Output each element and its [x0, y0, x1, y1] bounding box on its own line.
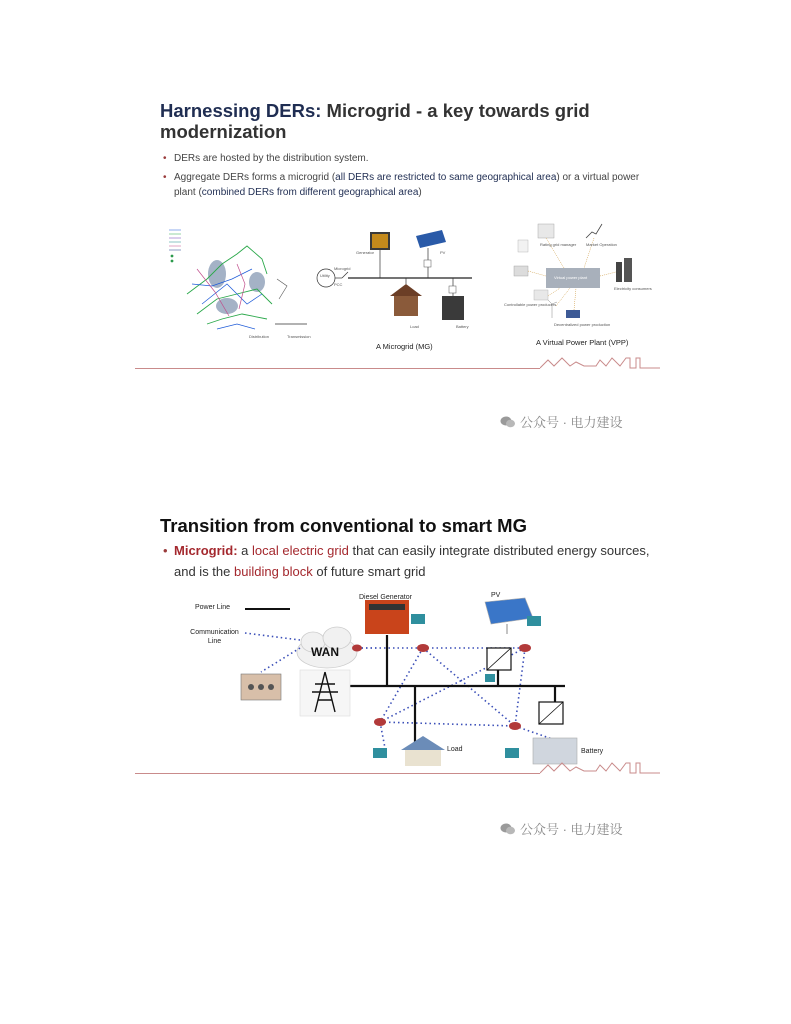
network-map-icon — [167, 224, 307, 344]
slide-2-footer-line — [135, 773, 540, 774]
watermark-1: 公众号 · 电力建设 — [500, 412, 623, 431]
pv-label: PV — [491, 592, 501, 599]
slide-2-bullets — [160, 541, 660, 582]
wechat-icon — [500, 822, 516, 836]
battery-label: Battery — [581, 748, 604, 755]
bullet-microgrid: • Microgrid: a local electric grid that can easily integrate distributed energy sources, and is the building block of future smart grid — [160, 541, 660, 582]
vpp-caption: A Virtual Power Plant (VPP) — [536, 338, 629, 347]
utility-icon — [317, 269, 335, 287]
pv-panel-icon — [485, 598, 533, 624]
wan-label: WAN — [311, 645, 339, 659]
market-chart-icon — [586, 224, 602, 238]
microgrid-figure: Generator PV Utility Microgrid PCC Load Battery A Microgrid (MG) — [312, 226, 492, 354]
slide-2-footer-logo — [540, 759, 660, 782]
diesel-label: Diesel Generator — [359, 594, 412, 601]
battery-icon — [442, 296, 464, 320]
slide-2-title: Transition from conventional to smart MG — [160, 515, 527, 536]
slide-1-bullets — [160, 151, 660, 200]
legend-power-label: Power Line — [195, 604, 231, 611]
smart-mg-figure — [185, 590, 615, 770]
solar-icon — [566, 310, 580, 318]
bullet-1: • DERs are hosted by the distribution system. — [160, 151, 660, 166]
house-icon — [401, 736, 445, 750]
house-icon — [390, 284, 422, 296]
car-icon — [514, 266, 528, 276]
load-label: Load — [447, 746, 463, 753]
vpp-figure: Virtual power plant Rating grid manager Market Operation Controllable power producers Decentralized power production Electricity consumers A Virtual Power Plant (VPP) — [500, 218, 660, 350]
slide-1-title: Harnessing DERs: Microgrid - a key towards grid modernization — [160, 100, 590, 142]
distribution-map-figure: Distribution Transmission — [167, 224, 307, 344]
slide-1-footer-line — [135, 368, 540, 369]
vpp-diagram — [500, 218, 660, 350]
bullet-2: • Aggregate DERs forms a microgrid (all DERs are restricted to same geographical area) or a virtual power plant (combined DERs from different geographical area) — [160, 170, 660, 200]
slide-1-footer-logo — [540, 354, 660, 377]
microgrid-diagram — [312, 226, 492, 354]
mg-caption: A Microgrid (MG) — [376, 342, 433, 351]
solar-panel-icon — [416, 230, 446, 248]
legend-comm-label: Communication Line — [190, 629, 239, 645]
legend-comm-line — [245, 633, 300, 640]
grid-manager-icon — [538, 224, 554, 238]
building-icon — [616, 262, 622, 282]
wechat-icon — [500, 415, 516, 429]
watermark-2: 公众号 · 电力建设 — [500, 819, 623, 838]
smart-mg-diagram — [185, 590, 615, 770]
pcc-switch-icon — [342, 272, 348, 278]
